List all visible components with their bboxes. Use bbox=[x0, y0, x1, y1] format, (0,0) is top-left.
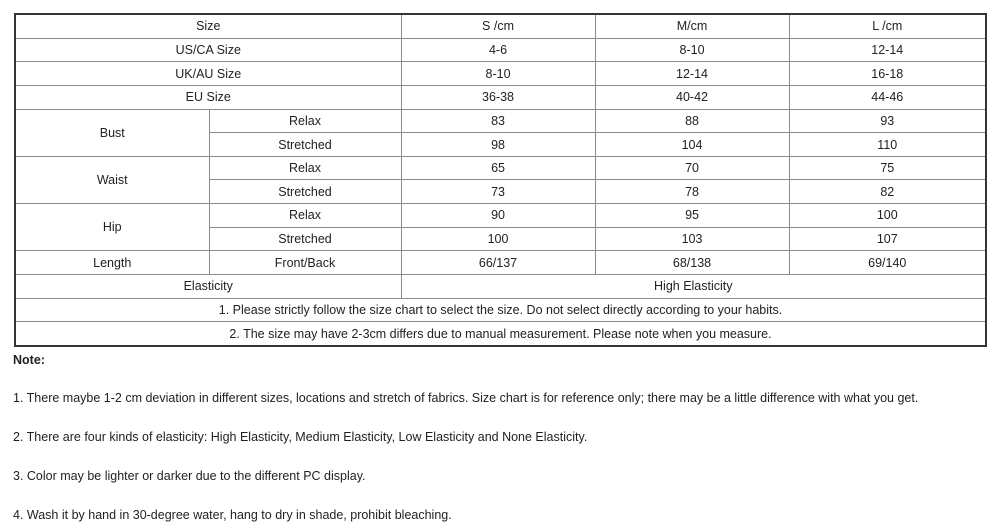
table-cell: 88 bbox=[595, 109, 789, 133]
header-s: S /cm bbox=[401, 14, 595, 38]
sub-label-stretched: Stretched bbox=[209, 227, 401, 251]
table-cell: 75 bbox=[789, 156, 986, 180]
sub-label-stretched: Stretched bbox=[209, 180, 401, 204]
table-cell: 44-46 bbox=[789, 85, 986, 109]
sub-label-relax: Relax bbox=[209, 204, 401, 228]
sub-label-relax: Relax bbox=[209, 109, 401, 133]
table-cell: 65 bbox=[401, 156, 595, 180]
row-label-uk-au: UK/AU Size bbox=[15, 62, 401, 86]
table-row bbox=[15, 14, 986, 38]
group-label-hip: Hip bbox=[15, 204, 209, 251]
note-item: 2. There are four kinds of elasticity: High Elasticity, Medium Elasticity, Low Elasticity and None Elasticity. bbox=[13, 430, 588, 444]
table-cell: 78 bbox=[595, 180, 789, 204]
row-label-eu: EU Size bbox=[15, 85, 401, 109]
table-cell: 100 bbox=[401, 227, 595, 251]
table-row bbox=[15, 298, 986, 322]
table-cell: 16-18 bbox=[789, 62, 986, 86]
table-cell: 90 bbox=[401, 204, 595, 228]
table-cell: 93 bbox=[789, 109, 986, 133]
row-label-elasticity: Elasticity bbox=[15, 275, 401, 299]
group-label-waist: Waist bbox=[15, 156, 209, 203]
header-l: L /cm bbox=[789, 14, 986, 38]
sub-label-stretched: Stretched bbox=[209, 133, 401, 157]
row-label-length: Length bbox=[15, 251, 209, 275]
table-row bbox=[15, 251, 986, 275]
table-cell: 107 bbox=[789, 227, 986, 251]
table-row bbox=[15, 62, 986, 86]
table-cell: 12-14 bbox=[595, 62, 789, 86]
header-size: Size bbox=[15, 14, 401, 38]
table-cell: 82 bbox=[789, 180, 986, 204]
table-cell: 95 bbox=[595, 204, 789, 228]
table-row bbox=[15, 38, 986, 62]
table-row bbox=[15, 156, 986, 180]
note-item: 4. Wash it by hand in 30-degree water, hang to dry in shade, prohibit bleaching. bbox=[13, 508, 452, 522]
table-cell: 66/137 bbox=[401, 251, 595, 275]
note-item: 1. There maybe 1-2 cm deviation in different sizes, locations and stretch of fabrics. Size chart is for reference only; there may be a little difference with what you get. bbox=[13, 391, 919, 405]
row-label-us-ca: US/CA Size bbox=[15, 38, 401, 62]
table-cell: 36-38 bbox=[401, 85, 595, 109]
table-cell: 103 bbox=[595, 227, 789, 251]
table-cell: 4-6 bbox=[401, 38, 595, 62]
group-label-bust: Bust bbox=[15, 109, 209, 156]
elasticity-value: High Elasticity bbox=[401, 275, 986, 299]
size-chart-table bbox=[14, 13, 987, 347]
table-note: 2. The size may have 2-3cm differs due to manual measurement. Please note when you measure. bbox=[15, 322, 986, 346]
note-item: 3. Color may be lighter or darker due to the different PC display. bbox=[13, 469, 366, 483]
table-note: 1. Please strictly follow the size chart to select the size. Do not select directly according to your habits. bbox=[15, 298, 986, 322]
table-cell: 12-14 bbox=[789, 38, 986, 62]
table-cell: 70 bbox=[595, 156, 789, 180]
table-cell: 104 bbox=[595, 133, 789, 157]
table-cell: 83 bbox=[401, 109, 595, 133]
table-row bbox=[15, 275, 986, 299]
table-cell: 40-42 bbox=[595, 85, 789, 109]
header-m: M/cm bbox=[595, 14, 789, 38]
table-cell: 73 bbox=[401, 180, 595, 204]
table-cell: 8-10 bbox=[595, 38, 789, 62]
table-row bbox=[15, 109, 986, 133]
table-row bbox=[15, 85, 986, 109]
table-row bbox=[15, 204, 986, 228]
table-cell: 100 bbox=[789, 204, 986, 228]
table-cell: 69/140 bbox=[789, 251, 986, 275]
table-row bbox=[15, 322, 986, 346]
table-cell: 68/138 bbox=[595, 251, 789, 275]
table-cell: 98 bbox=[401, 133, 595, 157]
sub-label-relax: Relax bbox=[209, 156, 401, 180]
sub-label-front-back: Front/Back bbox=[209, 251, 401, 275]
notes-title: Note: bbox=[13, 353, 45, 367]
table-cell: 110 bbox=[789, 133, 986, 157]
table-cell: 8-10 bbox=[401, 62, 595, 86]
